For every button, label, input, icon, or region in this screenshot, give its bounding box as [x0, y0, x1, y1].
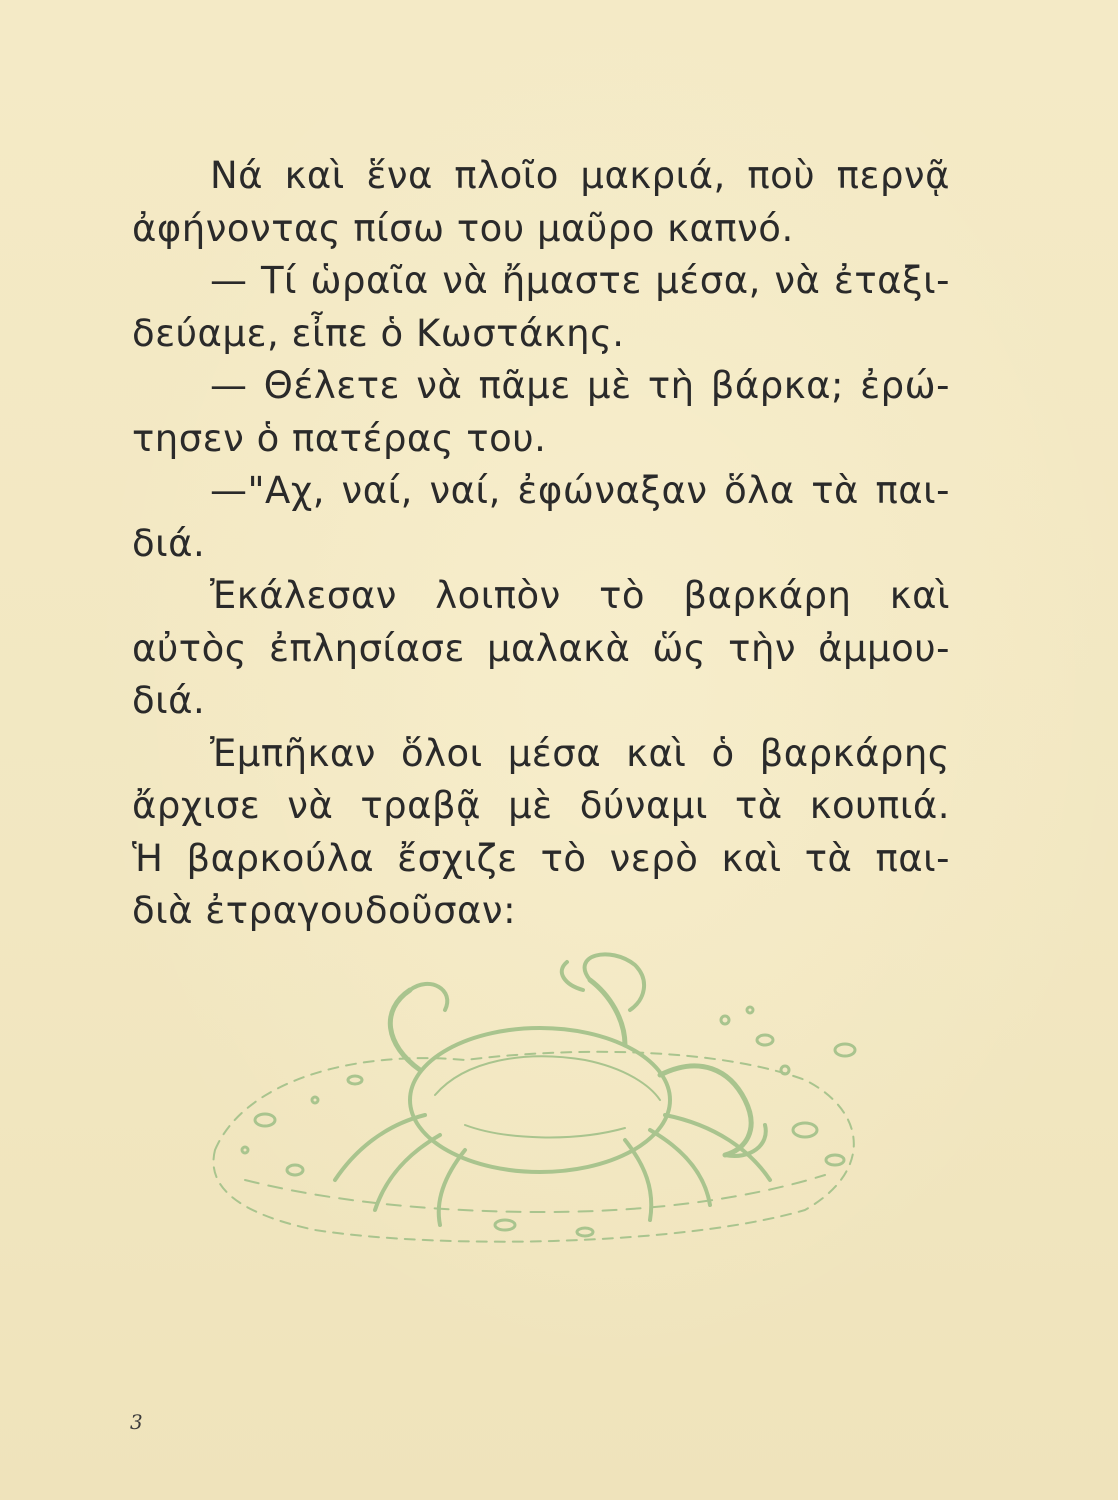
text-line: τησεν ὁ πατέρας του. [132, 416, 547, 460]
text-line: Ἡ βαρκούλα ἔσχιζε τὸ νερὸ καὶ τὰ παι- [132, 836, 950, 880]
text-line: — Τί ὡραῖα νὰ ἤμαστε μέσα, νὰ ἐταξι- [210, 259, 950, 302]
text-line: ἀφήνοντας πίσω του μαῦρο καπνό. [132, 206, 794, 250]
crab-illustration [205, 950, 890, 1250]
page-number: 3 [130, 1410, 143, 1434]
text-line: δεύαμε, εἶπε ὁ Κωστάκης. [132, 311, 625, 355]
text-line: —"Αχ, ναί, ναί, ἐφώναξαν ὅλα τὰ παι- [210, 469, 950, 512]
text-line: διά. [132, 679, 206, 722]
text-line: Νά καὶ ἕνα πλοῖο μακριά, ποὺ περνᾷ [210, 154, 950, 197]
text-line: — Θέλετε νὰ πᾶμε μὲ τὴ βάρκα; ἐρώ- [210, 364, 950, 407]
text-line: Ἐκάλεσαν λοιπὸν τὸ βαρκάρη καὶ [210, 574, 950, 617]
text-line: Ἐμπῆκαν ὅλοι μέσα καὶ ὁ βαρκάρης [210, 731, 950, 775]
body-text [132, 150, 950, 938]
text-line: ἄρχισε νὰ τραβᾷ μὲ δύναμι τὰ κουπιά. [132, 784, 950, 827]
text-line: αὐτὸς ἐπλησίασε μαλακὰ ὥς τὴν ἀμμου- [132, 626, 950, 670]
text-line: διά. [132, 521, 206, 565]
text-line: διὰ ἐτραγουδοῦσαν: [132, 889, 517, 932]
